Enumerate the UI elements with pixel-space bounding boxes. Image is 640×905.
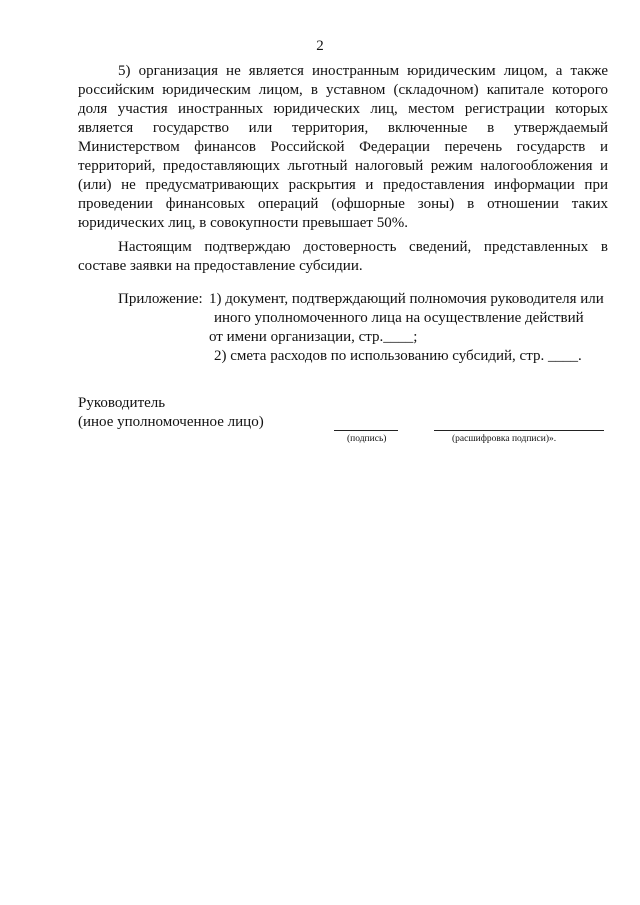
signer-title: Руководитель xyxy=(78,395,166,411)
page-number: 2 xyxy=(316,38,324,54)
attachment-item-1-line-1: 1) документ, подтверждающий полномочия руководителя или xyxy=(209,291,604,307)
signature-line xyxy=(334,430,398,431)
attachment-item-1-line-3: от имени организации, стр.____; xyxy=(209,329,418,345)
decoding-caption: (расшифровка подписи)». xyxy=(452,434,557,444)
paragraph-offshore-condition: 5) организация не является иностранным юридическим лицом, а также российским юридическим лицом, в уставном (складочном) капитале которого доля участия иностранных юридических лиц, местом регистрации которых является государство или территория, включенные в утверждаемый Министерством финансов Российской Федерации перечень государств и территорий, предоставляющих льготный налоговый режим налогообложения и (или) не предусматривающих раскрытия и предоставления информации при проведении финансовых операций (офшорные зоны) в отношении таких юридических лиц, в совокупности превышает 50%. xyxy=(78,63,608,231)
signer-title-alt: (иное уполномоченное лицо) xyxy=(78,414,264,430)
attachments-block xyxy=(118,290,618,366)
attachment-item-1-line-2: иного уполномоченного лица на осуществление действий xyxy=(214,310,584,326)
paragraph-confirmation: Настоящим подтверждаю достоверность сведений, представленных в составе заявки на предоставление субсидии. xyxy=(78,239,608,274)
signature-caption: (подпись) xyxy=(347,434,387,444)
signer-block xyxy=(78,394,264,432)
attachments-label: Приложение: xyxy=(118,291,203,307)
decoding-line xyxy=(434,430,604,431)
attachment-item-2: 2) смета расходов по использованию субсидий, стр. ____. xyxy=(214,348,582,364)
